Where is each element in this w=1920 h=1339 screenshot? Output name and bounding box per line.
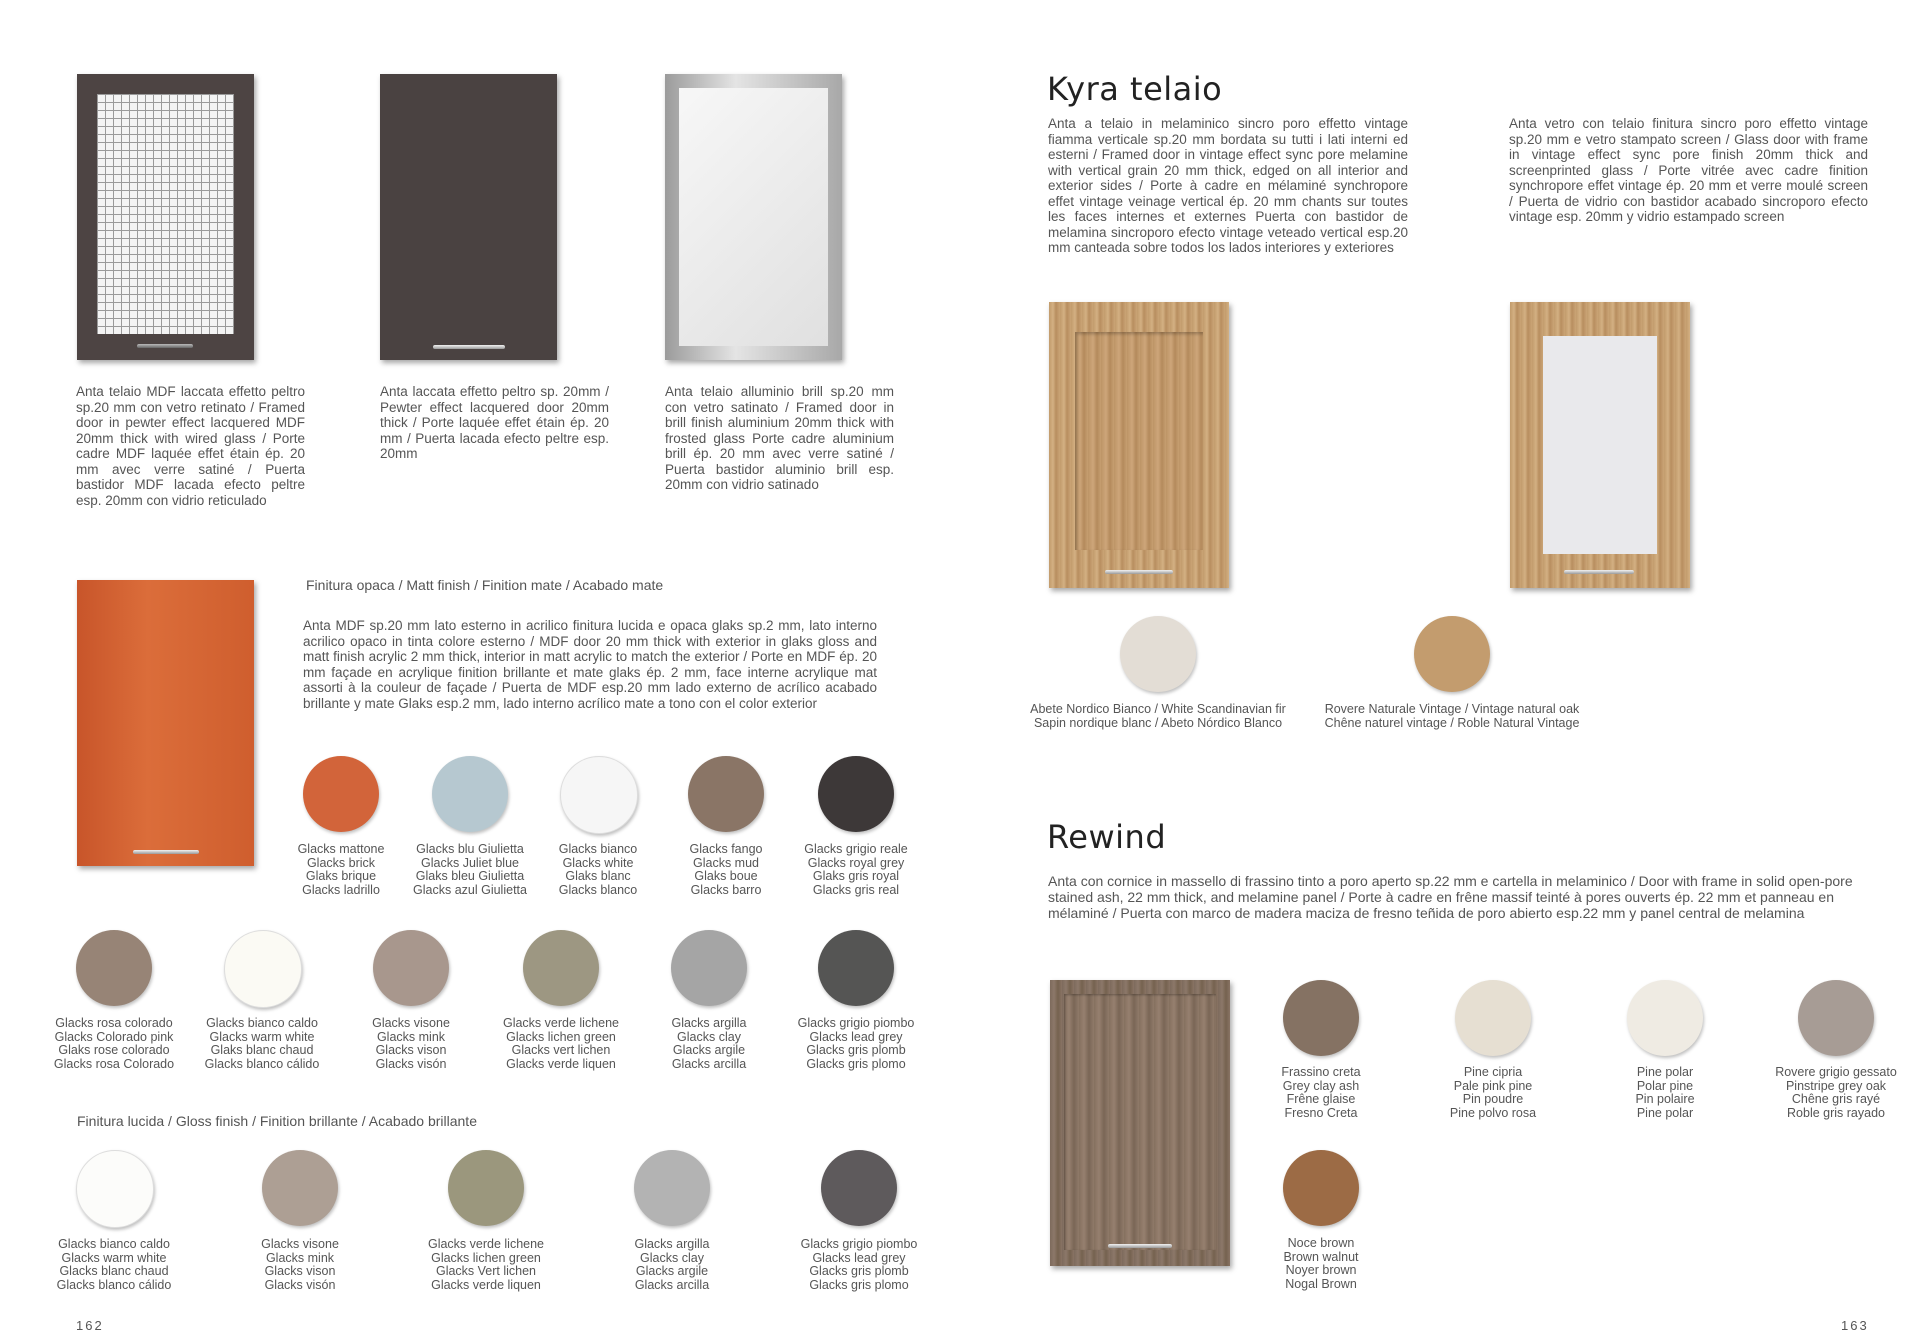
swatch-caption-line: Glaks rose colorado [58,1043,170,1057]
swatch-caption-line: Glacks lead grey [812,1250,906,1265]
swatch-caption-line: Glacks argile [635,1264,709,1278]
swatch-caption-line: Glacks fango [689,842,763,856]
swatch-caption-line: Glacks argilla [634,1237,710,1251]
swatch-caption-line: Glaks bleu Giulietta [415,869,525,883]
color-swatch [262,1150,338,1226]
color-swatch [303,756,379,832]
swatch-caption-line: Glacks clay [640,1250,704,1265]
swatch-caption-line: Glacks arcilla [671,1056,747,1071]
color-swatch [373,930,449,1006]
swatch-caption [1751,1066,1920,1120]
door-handle [433,345,505,349]
door-panel [1064,994,1216,1250]
color-swatch [1798,980,1874,1056]
swatch-caption-line: Glacks barro [690,882,762,897]
swatch-caption-line: Glacks vison [264,1264,336,1278]
color-swatch [821,1150,897,1226]
swatch-caption [587,1238,757,1292]
swatch-caption-line: Glacks vert lichen [511,1043,611,1057]
swatch-caption-line: Glacks Colorado pink [54,1029,174,1044]
swatch-caption [774,1238,944,1292]
color-swatch [818,756,894,832]
door-handle [1105,570,1173,574]
swatch-caption-line: Glacks blanco cálido [204,1056,320,1071]
swatch-caption-line: Pine polar [1636,1065,1694,1079]
swatch-caption-line: Glacks verde lichene [427,1237,545,1251]
swatch-caption [215,1238,385,1292]
color-swatch [448,1150,524,1226]
swatch-caption-line: Glacks rosa colorado [55,1016,173,1030]
color-swatch [818,930,894,1006]
swatch-caption-line: Glacks mud [693,855,759,870]
swatch-caption-line: Pale pink pine [1453,1078,1533,1093]
swatch-caption-line: Frêne glaise [1286,1092,1356,1106]
swatch-caption-line: Noce brown [1287,1236,1355,1250]
color-swatch [671,930,747,1006]
swatch-caption-line: Polar pine [1636,1078,1694,1093]
color-swatch [432,756,508,832]
color-swatch [76,930,152,1006]
rewind-description: Anta con cornice in massello di frassino tinto a poro aperto sp.22 mm e cartella in melaminico / Door with frame in solid open-pore stained ash, 22 mm thick, and melamine panel / Porte à cadre en frêne massif teinté à pores ouverts ép. 22 mm et panneau en mélaminé / Puerta con marco de madera maciza de fresno teñida de poro abierto esp.22 mm y panel central de melamina [1048,873,1853,921]
swatch-caption-line: Glaks brique [305,869,377,883]
swatch-caption-line: Grey clay ash [1282,1078,1360,1093]
swatch-caption-line: Nogal Brown [1285,1276,1357,1291]
swatch-caption-line: Glacks bianco caldo [206,1016,318,1030]
page-number-left: 162 [76,1318,104,1333]
swatch-caption-line: Chêne gris rayé [1791,1092,1881,1106]
wired-glass-panel [97,94,234,334]
door-orange-glaks [77,580,254,866]
swatch-caption-line: Glacks Juliet blue [421,855,519,870]
swatch-caption-line: Glaks blanc chaud [210,1043,314,1057]
swatch-caption-line: Pine polvo rosa [1449,1105,1537,1120]
swatch-caption-line: Glacks visone [261,1237,339,1251]
swatch-caption-line: Glacks verde liquen [431,1277,541,1292]
color-swatch [688,756,764,832]
swatch-caption-line: Glacks brick [306,855,376,870]
color-swatch [1283,1150,1359,1226]
swatch-caption-line: Glacks visone [372,1016,450,1030]
swatch-caption [1236,1066,1406,1120]
door-aluminium-frame-frosted [665,74,842,360]
swatch-caption-line: Noyer brown [1285,1263,1357,1277]
color-swatch [224,930,302,1008]
swatch-caption-line: Glacks visón [375,1056,447,1071]
swatch-caption-line: Rovere Naturale Vintage / Vintage natural oak [1324,702,1580,716]
door-panel [1075,332,1203,550]
swatch-caption [326,1017,496,1071]
swatch-caption-line: Glacks visón [264,1277,336,1292]
color-swatch [1455,980,1531,1056]
swatch-caption-line: Glacks royal grey [807,855,905,870]
swatch-caption [476,1017,646,1071]
swatch-caption-line: Glacks blu Giulietta [416,842,524,856]
swatch-caption-line: Glacks grigio piombo [800,1237,918,1251]
swatch-caption [771,1017,941,1071]
swatch-caption-line: Glacks azul Giulietta [413,882,527,897]
swatch-caption-line: Glacks lichen green [431,1250,541,1265]
swatch-caption-line: Glacks argile [672,1043,746,1057]
swatch-caption-line: Glacks warm white [209,1029,315,1044]
swatch-caption [401,1238,571,1292]
color-swatch [1120,616,1196,692]
swatch-caption [1408,1066,1578,1120]
swatch-caption-line: Frassino creta [1281,1065,1361,1079]
swatch-caption-line: Glacks mink [376,1029,446,1044]
color-swatch [523,930,599,1006]
swatch-caption-line: Glacks verde liquen [506,1056,616,1071]
swatch-caption-line: Glacks argilla [671,1016,747,1030]
swatch-caption-line: Pinstripe grey oak [1785,1078,1887,1093]
kyra-description-2: Anta vetro con telaio finitura sincro poro effetto vintage sp.20 mm e vetro stampato screen / Glass door with frame in vintage effect sync pore finish 20mm thick and screenprinted glass / Porte vitrée avec cadre finition synchropore effet vintage ép. 20 mm et verre moulé screen / Puerta de vidrio con bastidor acabado sincroporo efecto vintage esp. 20mm y vidrio estampado screen [1509,116,1868,224]
swatch-caption-line: Glacks arcilla [634,1277,710,1292]
swatch-caption-line: Glaks gris royal [812,869,900,883]
gloss-finish-heading: Finitura lucida / Gloss finish / Finition brillante / Acabado brillante [77,1113,477,1129]
swatch-caption-line: Glaks boue [694,869,758,883]
swatch-caption [1236,1237,1406,1291]
swatch-caption-line: Glacks blanco cálido [56,1277,172,1292]
swatch-caption-line: Glacks grigio piombo [797,1016,915,1030]
color-swatch [1414,616,1490,692]
door-pewter-frame-wired-glass [77,74,254,360]
swatch-caption-line: Rovere grigio gessato [1775,1065,1897,1079]
swatch-caption-line: Glacks mink [265,1250,335,1265]
door-rewind [1050,980,1230,1266]
swatch-caption-line: Pine cipria [1463,1065,1523,1079]
swatch-caption-line: Brown walnut [1283,1249,1359,1264]
swatch-caption [771,843,941,897]
swatch-caption-line: Glacks blanc chaud [59,1264,169,1278]
swatch-caption [29,1017,199,1071]
swatch-caption-line: Glacks gris plomb [809,1264,909,1278]
swatch-caption [1307,703,1597,730]
swatch-caption [177,1017,347,1071]
swatch-caption-line: Glacks verde lichene [502,1016,620,1030]
door-handle [137,344,193,348]
swatch-caption [1580,1066,1750,1120]
swatch-caption-line: Glacks bianco [558,842,638,856]
screen-glass-panel [1543,336,1657,554]
glaks-description: Anta MDF sp.20 mm lato esterno in acrilico finitura lucida e opaca glaks sp.2 mm, lato interno acrilico opaco in tinta colore esterno / MDF door 20 mm thick with exterior in glaks gloss and matt finish acrylic 2 mm thick, interior in matt acrylic to match the exterior / Porte en MDF ép. 20 mm façade en acrylique finition brillante et mate glaks ép. 2 mm, face interne acrylique mat assorti à la couleur de façade / Puerta de MDF esp.20 mm lado externo de acrílico acabado brillante y mate Glaks esp.2 mm, lado interno acrílico mate a tono con el color exterior [303,618,877,711]
swatch-caption-line: Glacks grigio reale [804,842,908,856]
door-1-caption: Anta telaio MDF laccata effetto peltro sp.20 mm con vetro retinato / Framed door in pewter effect lacquered MDF 20mm thick with wired glass / Porte cadre MDF laquée effet étain ép. 20 mm avec verre satiné / Puerta bastidor MDF lacada efecto peltre esp. 20mm con vidrio reticulado [76,384,305,508]
swatch-caption-line: Glacks clay [677,1029,741,1044]
swatch-caption-line: Glacks blanco [558,882,638,897]
swatch-caption-line: Pin polaire [1635,1092,1695,1106]
swatch-caption [624,1017,794,1071]
swatch-caption-line: Pine polar [1636,1105,1694,1120]
door-handle [1564,570,1634,574]
swatch-caption-line: Glacks gris real [812,882,900,897]
door-2-caption: Anta laccata effetto peltro sp. 20mm / Pewter effect lacquered door 20mm thick / Porte laquée effet étain ép. 20 mm / Puerta lacada efecto peltre esp. 20mm [380,384,609,461]
swatch-caption-line: Glacks ladrillo [302,882,380,897]
swatch-caption-line: Glacks gris plomo [809,1277,909,1292]
kyra-telaio-title: Kyra telaio [1047,70,1223,108]
door-kyra-oak [1049,302,1229,588]
door-handle [133,850,199,854]
door-handle [1108,1244,1172,1248]
kyra-description-1: Anta a telaio in melaminico sincro poro effetto vintage fiamma verticale sp.20 mm bordata su tutti i lati interni ed esterni / Framed door in vintage effect sync pore melamine with vertical grain 20 mm thick, edged on all interior and exterior sides / Porte à cadre en mélaminé synchropore effet vintage veinage vertical ép. 20 mm chants sur toutes les faces internes et externes Puerta con bastidor de melamina sincroporo efecto vintage veteado vertical esp.20 mm canteada sobre todos los lados interiores y exteriores [1048,116,1408,255]
color-swatch [76,1150,154,1228]
swatch-caption-line: Glacks bianco caldo [58,1237,170,1251]
swatch-caption-line: Roble gris rayado [1787,1105,1885,1120]
swatch-caption-line: Abete Nordico Bianco / White Scandinavian fir [1030,702,1286,716]
color-swatch [1627,980,1703,1056]
door-kyra-glass [1510,302,1690,588]
swatch-caption-line: Sapin nordique blanc / Abeto Nórdico Blanco [1033,715,1283,730]
matt-finish-heading: Finitura opaca / Matt finish / Finition mate / Acabado mate [306,577,664,593]
swatch-caption-line: Fresno Creta [1284,1105,1358,1120]
swatch-caption-line: Glacks mattone [297,842,385,856]
swatch-caption-line: Glacks vison [375,1043,447,1057]
rewind-title: Rewind [1047,818,1167,856]
color-swatch [560,756,638,834]
page-number-right: 163 [1841,1318,1869,1333]
swatch-caption-line: Glacks warm white [61,1250,167,1265]
swatch-caption-line: Chêne naturel vintage / Roble Natural Vintage [1324,715,1580,730]
swatch-caption-line: Glacks lead grey [809,1029,903,1044]
swatch-caption [29,1238,199,1292]
swatch-caption-line: Glacks lichen green [506,1029,616,1044]
swatch-caption-line: Glacks gris plomo [806,1056,906,1071]
swatch-caption-line: Pin poudre [1462,1092,1524,1106]
swatch-caption-line: Glaks blanc [565,869,631,883]
swatch-caption-line: Glacks gris plomb [806,1043,906,1057]
door-pewter-lacquered [380,74,557,360]
swatch-caption-line: Glacks Vert lichen [435,1264,537,1278]
swatch-caption-line: Glacks rosa Colorado [53,1056,175,1071]
swatch-caption-line: Glacks white [562,855,634,870]
color-swatch [1283,980,1359,1056]
color-swatch [634,1150,710,1226]
frosted-glass-panel [679,88,828,346]
door-3-caption: Anta telaio alluminio brill sp.20 mm con vetro satinato / Framed door in brill finish aluminium 20mm thick with frosted glass Porte cadre aluminium brill ép. 20 mm avec verre satiné / Puerta bastidor aluminio brill esp. 20mm con vidrio satinado [665,384,894,492]
swatch-caption [1013,703,1303,730]
